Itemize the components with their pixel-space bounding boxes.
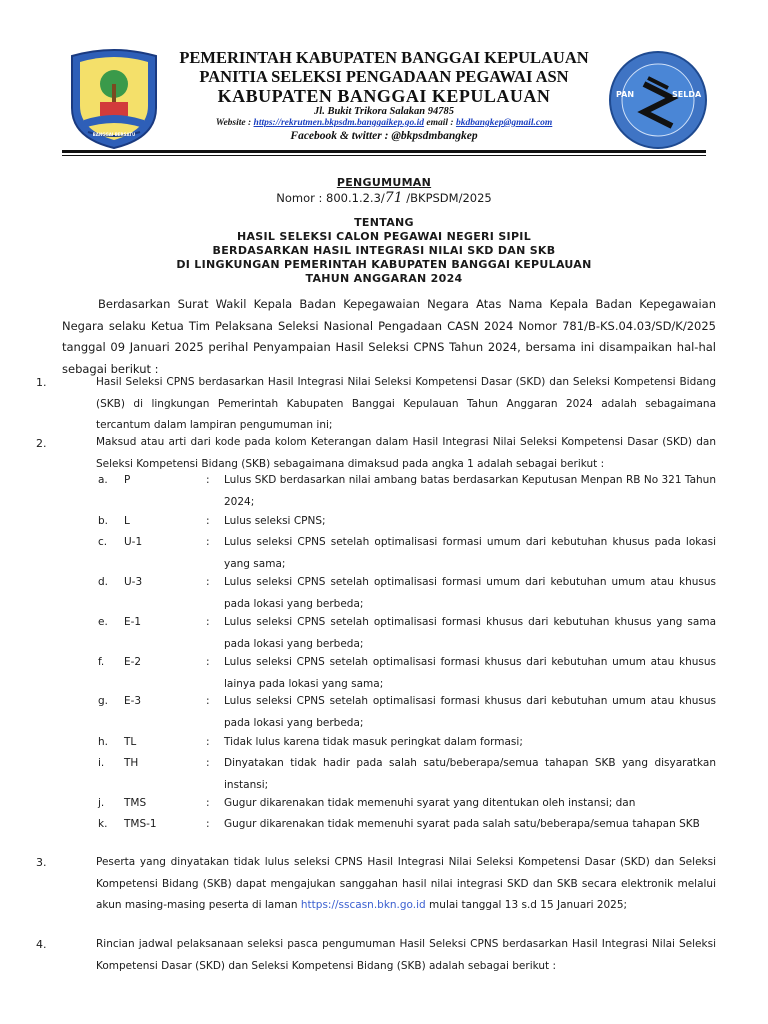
email-label: email : <box>426 118 454 128</box>
logo-right-text-left: PAN <box>616 90 635 99</box>
code-value: TL <box>124 736 137 748</box>
code-letter: a. <box>98 474 108 486</box>
agency-name-line1: PEMERINTAH KABUPATEN BANGGAI KEPULAUAN <box>179 48 589 67</box>
code-value: TH <box>124 757 139 769</box>
agency-name-line2: PANITIA SELEKSI PENGADAAN PEGAWAI ASN <box>199 67 569 86</box>
code-colon: : <box>206 474 210 486</box>
tentang-heading: TENTANG <box>354 216 414 229</box>
code-colon: : <box>206 616 210 628</box>
code-description: Lulus seleksi CPNS setelah optimalisasi formasi khusus dari kebutuhan umum atau khusus lainya pada lokasi yang sama; <box>224 656 716 690</box>
code-value: U-1 <box>124 536 143 548</box>
code-description: Lulus seleksi CPNS setelah optimalisasi formasi umum dari kebutuhan khusus pada lokasi yang sama; <box>224 536 716 570</box>
code-description: Dinyatakan tidak hadir pada salah satu/beberapa/semua tahapan SKB yang disyaratkan instansi; <box>224 757 716 791</box>
code-description: Gugur dikarenakan tidak memenuhi syarat yang ditentukan oleh instansi; dan <box>224 797 636 809</box>
logo-left-text: BANGGAI BERSATU <box>92 132 136 137</box>
code-letter: j. <box>98 797 105 809</box>
subject-line4: TAHUN ANGGARAN 2024 <box>305 272 463 285</box>
number-suffix: /BKPSDM/2025 <box>402 191 492 205</box>
code-value: E-2 <box>124 656 142 668</box>
code-colon: : <box>206 797 210 809</box>
logo-right-text-right: SELDA <box>672 90 702 99</box>
point-4-number: 4. <box>36 938 47 951</box>
number-handwritten: 71 <box>384 190 403 206</box>
code-colon: : <box>206 536 210 548</box>
code-value: TMS-1 <box>124 818 157 830</box>
point-3-text <box>96 852 716 917</box>
code-description: Lulus seleksi CPNS setelah optimalisasi formasi umum dari kebutuhan umum atau khusus pada lokasi yang berbeda; <box>224 576 716 610</box>
code-description: Lulus seleksi CPNS setelah optimalisasi formasi khusus dari kebutuhan umum atau khusus pada lokasi yang berbeda; <box>224 695 716 729</box>
header-divider-thin <box>62 155 706 156</box>
announcement-number <box>0 190 768 206</box>
announcement-title: PENGUMUMAN <box>336 176 432 189</box>
agency-address: Jl. Bukit Trikora Salakan 94785 <box>314 106 454 117</box>
point-1-number: 1. <box>36 376 47 389</box>
subject-line1: HASIL SELEKSI CALON PEGAWAI NEGERI SIPIL <box>236 230 532 243</box>
logo-right <box>608 50 708 150</box>
code-colon: : <box>206 656 210 668</box>
point-3-text-a: Peserta yang dinyatakan tidak lulus seleksi CPNS Hasil Integrasi Nilai Seleksi Kompetensi Dasar (SKD) dan Seleksi Kompetensi Bidang (SKB) dapat mengajukan sanggahan hasil nilai integrasi SKD dan SKB secara elektronik melalui akun masing-masing peserta di laman <box>96 856 716 911</box>
agency-name-line3: KABUPATEN BANGGAI KEPULAUAN <box>217 86 551 106</box>
subject-line2: BERDASARKAN HASIL INTEGRASI NILAI SKD DAN SKB <box>212 244 556 257</box>
code-value: U-3 <box>124 576 143 588</box>
code-letter: e. <box>98 616 108 628</box>
code-description: Lulus seleksi CPNS setelah optimalisasi formasi khusus dari kebutuhan khusus yang sama pada lokasi yang berbeda; <box>224 616 716 650</box>
code-description: Gugur dikarenakan tidak memenuhi syarat pada salah satu/beberapa/semua tahapan SKB <box>224 818 700 830</box>
code-value: E-1 <box>124 616 142 628</box>
sscasn-link[interactable]: https://sscasn.bkn.go.id <box>300 899 426 911</box>
code-letter: b. <box>98 515 109 527</box>
code-letter: i. <box>98 757 105 769</box>
code-colon: : <box>206 818 210 830</box>
point-4-text: Rincian jadwal pelaksanaan seleksi pasca pengumuman Hasil Seleksi CPNS berdasarkan Hasil Integrasi Nilai Seleksi Kompetensi Dasar (SKD) dan Seleksi Kompetensi Bidang (SKB) adalah sebagai berikut : <box>96 938 716 972</box>
intro-paragraph: Berdasarkan Surat Wakil Kepala Badan Kepegawaian Negara Atas Nama Kepala Badan Kepegawaian Negara selaku Ketua Tim Pelaksana Seleksi Nasional Pengadaan CASN 2024 Nomor 781/B-KS.04.03/SD/K/2025 tanggal 09 Januari 2025 perihal Penyampaian Hasil Seleksi CPNS Tahun 2024, bersama ini disampaikan hal-hal sebagai berikut : <box>62 297 716 376</box>
code-colon: : <box>206 515 210 527</box>
code-description: Tidak lulus karena tidak masuk peringkat dalam formasi; <box>224 736 523 748</box>
code-letter: h. <box>98 736 108 748</box>
code-letter: f. <box>98 656 105 668</box>
point-2-number: 2. <box>36 437 47 450</box>
code-value: E-3 <box>124 695 142 707</box>
point-3-text-b: mulai tanggal 13 s.d 15 Januari 2025; <box>425 899 628 911</box>
point-3-number: 3. <box>36 856 47 869</box>
code-letter: g. <box>98 695 109 707</box>
code-letter: k. <box>98 818 108 830</box>
code-letter: d. <box>98 576 109 588</box>
website-label: Website : <box>215 118 252 128</box>
code-colon: : <box>206 576 210 588</box>
code-colon: : <box>206 695 210 707</box>
website-link[interactable]: https://rekrutmen.bkpsdm.banggaikep.go.id <box>253 118 425 128</box>
code-value: TMS <box>124 797 147 809</box>
code-description: Lulus SKD berdasarkan nilai ambang batas berdasarkan Keputusan Menpan RB No 321 Tahun 2024; <box>224 474 716 508</box>
code-description: Lulus seleksi CPNS; <box>224 515 326 527</box>
code-colon: : <box>206 757 210 769</box>
point-2-text: Maksud atau arti dari kode pada kolom Keterangan dalam Hasil Integrasi Nilai Seleksi Kompetensi Dasar (SKD) dan Seleksi Kompetensi Bidang (SKB) sebagaimana dimaksud pada angka 1 adalah sebagai berikut : <box>96 436 716 470</box>
code-colon: : <box>206 736 210 748</box>
point-1-text: Hasil Seleksi CPNS berdasarkan Hasil Integrasi Nilai Seleksi Kompetensi Dasar (SKD) dan Seleksi Kompetensi Bidang (SKB) di lingkungan Pemerintah Kabupaten Banggai Kepulauan Tahun Anggaran 2024 adalah sebagaimana tercantum dalam lampiran pengumuman ini; <box>96 376 716 431</box>
number-prefix: Nomor : 800.1.2.3/ <box>276 191 385 205</box>
email-link[interactable]: bkdbangkep@gmail.com <box>455 118 553 128</box>
code-value: L <box>124 515 130 527</box>
subject-line3: DI LINGKUNGAN PEMERINTAH KABUPATEN BANGGAI KEPULAUAN <box>176 258 592 271</box>
code-letter: c. <box>98 536 108 548</box>
social-media: Facebook & twitter : @bkpsdmbangkep <box>290 130 478 142</box>
code-value: P <box>124 474 131 486</box>
header-divider-thick <box>62 150 706 153</box>
